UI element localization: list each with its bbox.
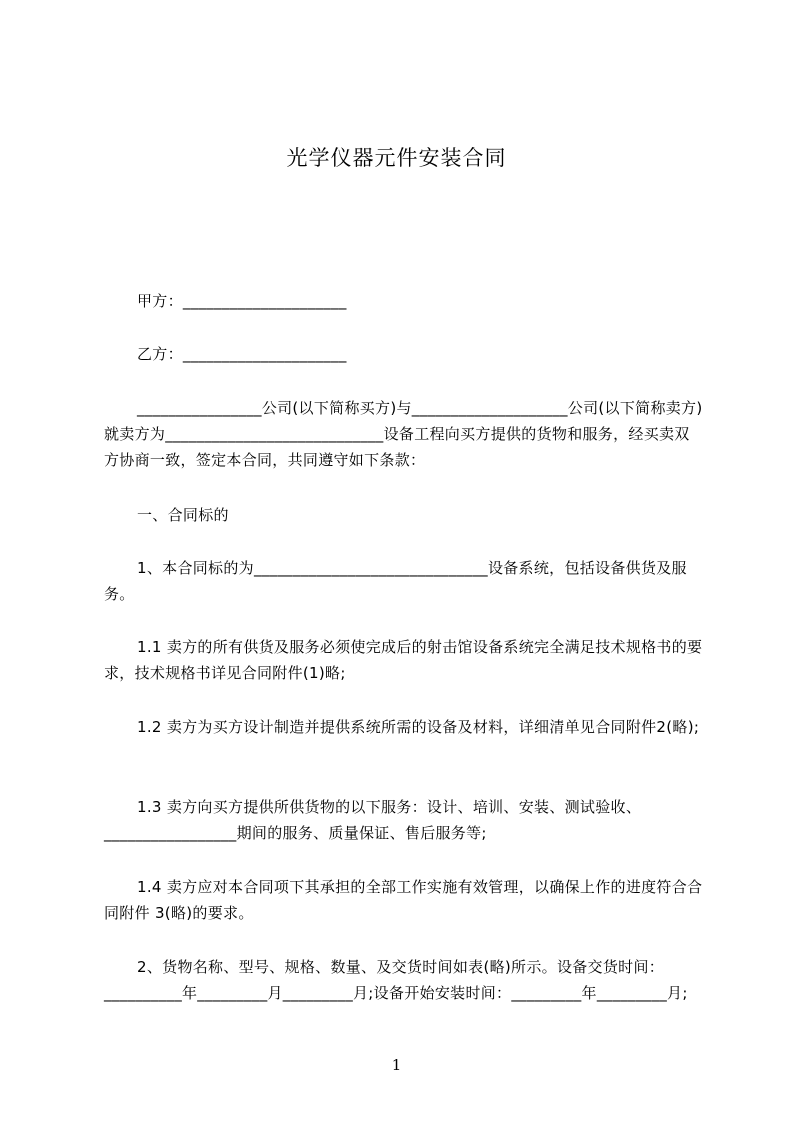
intro-paragraph: ________________公司(以下简称买方)与____________________公司(以下简称卖方)就卖方为____________________________设备工程向买方提供的货物和服务，经买卖双方协商一致，签定本合同，共同遵守如下条款： <box>104 399 703 469</box>
clause-1-3: 1.3 卖方向买方提供所供货物的以下服务：设计、培训、安装、测试验收、_________________期间的服务、质量保证、售后服务等; <box>104 798 642 842</box>
page-title: 光学仪器元件安装合同 <box>286 146 507 170</box>
section-heading: 一、合同标的 <box>137 506 229 524</box>
party-a-line: 甲方：_____________________ <box>137 292 347 310</box>
clause-2: 2、货物名称、型号、规格、数量、及交货时间如表(略)所示。设备交货时间：__________年_________月_________月;设备开始安装时间：_________年_________月; <box>104 958 688 1002</box>
clause-1-1: 1.1 卖方的所有供货及服务必须使完成后的射击馆设备系统完全满足技术规格书的要求，技术规格书详见合同附件(1)略; <box>104 638 703 682</box>
clause-1-4: 1.4 卖方应对本合同项下其承担的全部工作实施有效管理，以确保上作的进度符合合同附件 3(略)的要求。 <box>104 878 703 922</box>
clause-1: 1、本合同标的为______________________________设备系统，包括设备供货及服务。 <box>104 559 687 603</box>
party-b-line: 乙方：_____________________ <box>137 345 347 363</box>
clause-1-2: 1.2 卖方为买方设计制造并提供系统所需的设备及材料，详细清单见合同附件2(略); <box>137 718 700 736</box>
page-number: 1 <box>391 1056 402 1074</box>
